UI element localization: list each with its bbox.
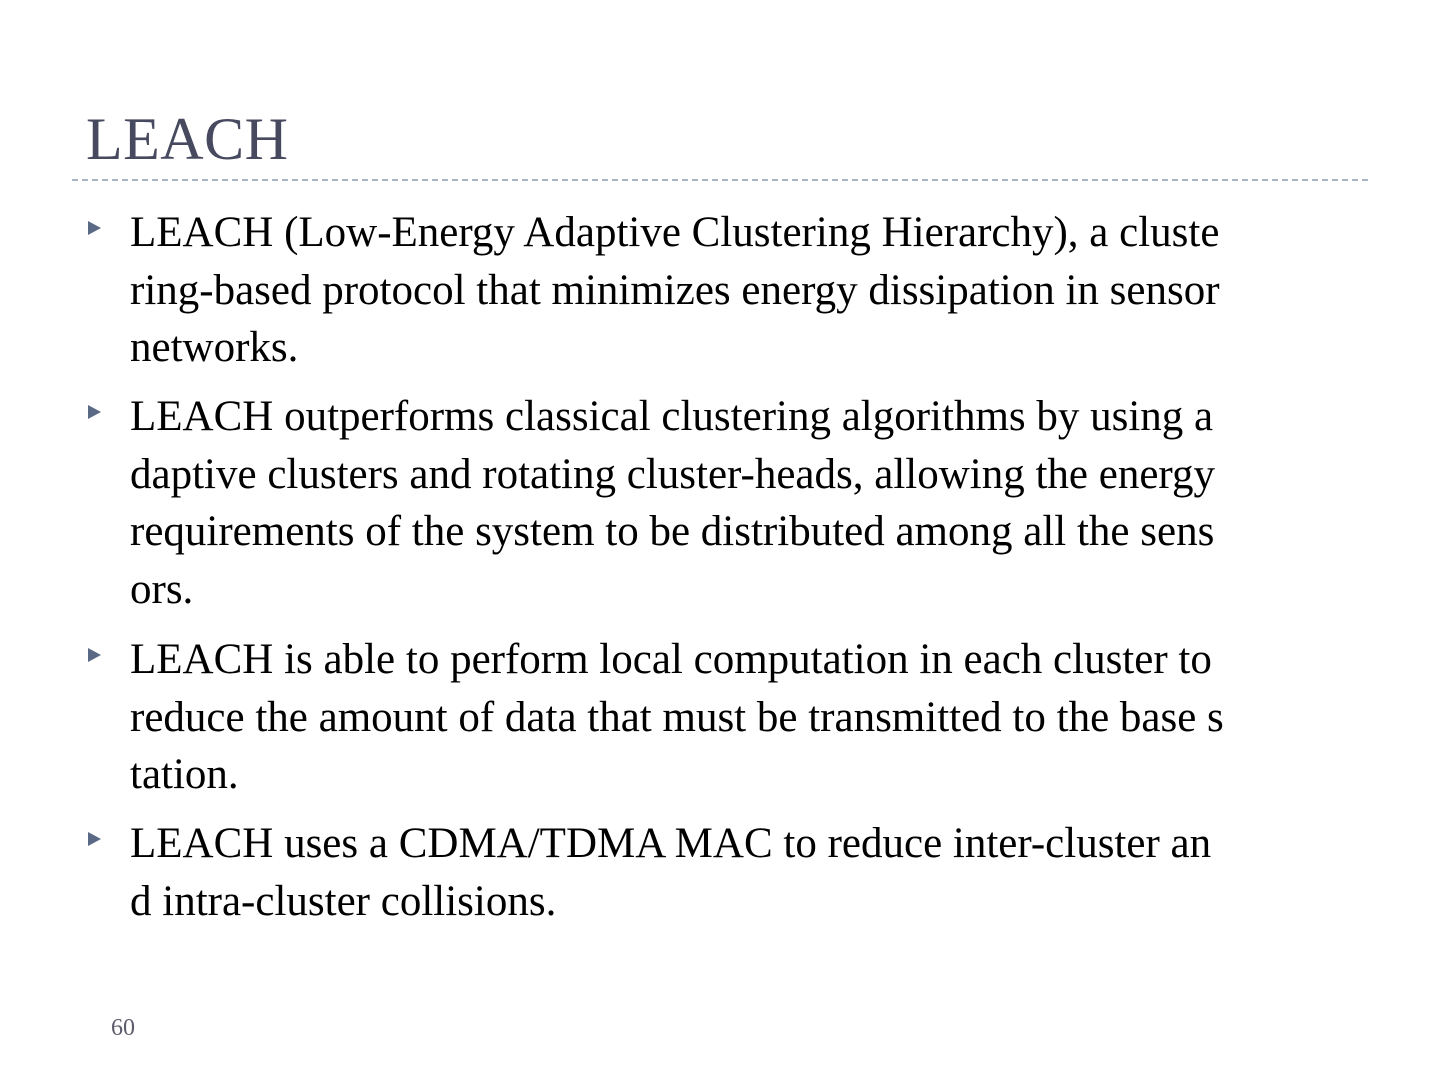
- triangle-bullet-icon: [88, 648, 101, 662]
- bullet-line: requirements of the system to be distributed among all the sens: [130, 508, 1215, 555]
- slide-title: LEACH: [86, 106, 289, 172]
- bullet-line: ors.: [130, 565, 194, 613]
- bullet-line: LEACH outperforms classical clustering algorithms by using a: [130, 393, 1214, 440]
- bullet-line: networks.: [130, 324, 299, 371]
- bullet-line: ring-based protocol that minimizes energy dissipation in sensor: [130, 266, 1220, 314]
- page-number: 60: [111, 1015, 135, 1041]
- bullet-text: [130, 815, 1370, 930]
- triangle-bullet-icon: [88, 405, 101, 419]
- bullet-line: LEACH is able to perform local computation in each cluster to: [130, 636, 1212, 683]
- bullet-text: [130, 204, 1370, 377]
- bullet-text: [130, 631, 1370, 804]
- bullet-line: LEACH uses a CDMA/TDMA MAC to reduce inter-cluster an: [130, 820, 1212, 867]
- triangle-bullet-icon: [88, 832, 101, 846]
- bullet-line: LEACH (Low-Energy Adaptive Clustering Hierarchy), a cluste: [130, 209, 1220, 256]
- triangle-bullet-icon: [88, 221, 101, 235]
- bullet-line: daptive clusters and rotating cluster-heads, allowing the energy: [130, 450, 1215, 498]
- title-divider: [72, 179, 1368, 181]
- bullet-line: d intra-cluster collisions.: [130, 877, 557, 925]
- bullet-text: [130, 388, 1370, 618]
- bullet-line: tation.: [130, 751, 239, 798]
- bullet-line: reduce the amount of data that must be transmitted to the base s: [130, 693, 1224, 741]
